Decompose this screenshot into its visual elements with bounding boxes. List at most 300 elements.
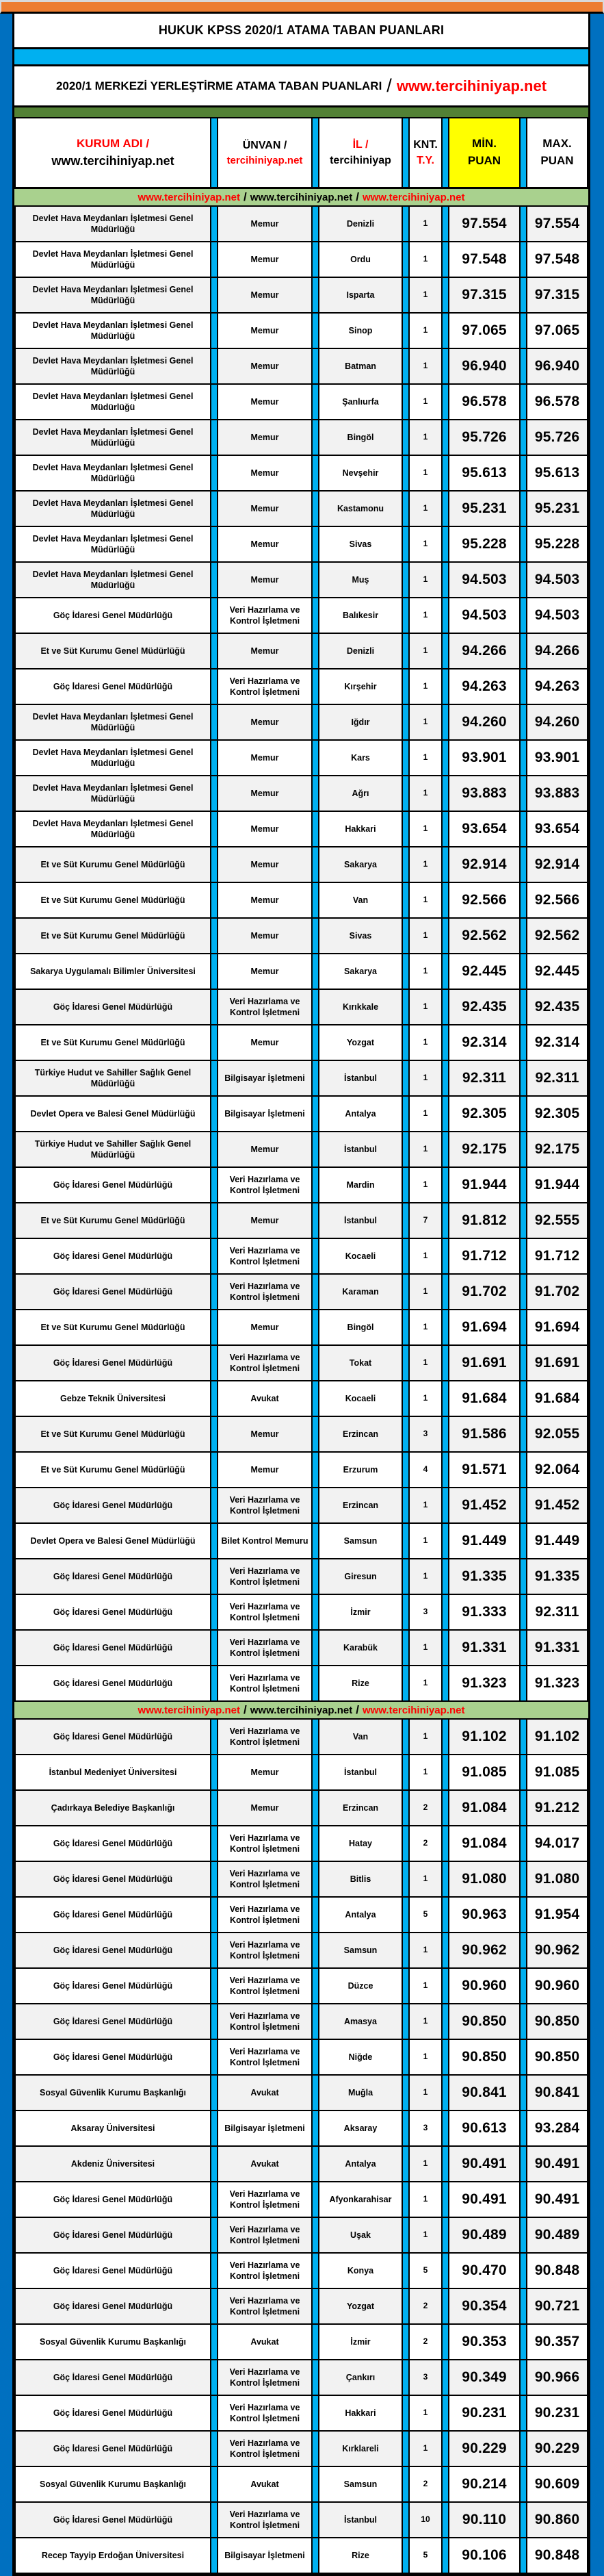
max-score-cell: 94.017 [526,1826,588,1861]
max-score-cell: 92.314 [526,1025,588,1060]
province-cell: Hatay [318,1826,403,1861]
table-row [14,420,588,456]
quota-cell: 7 [408,1203,443,1238]
table-row [14,1826,588,1862]
top-orange-strip [0,0,604,14]
quota-cell: 1 [408,385,443,419]
quota-cell: 1 [408,242,443,277]
quota-cell: 1 [408,492,443,526]
province-cell: İstanbul [318,1061,403,1095]
tercihiniyap-banner [14,189,588,207]
province-cell: Aksaray [318,2111,403,2145]
province-cell: Kırklareli [318,2432,403,2466]
min-score-cell: 93.883 [448,776,521,811]
quota-cell: 1 [408,527,443,561]
max-score-cell: 93.883 [526,776,588,811]
quota-cell: 1 [408,1631,443,1665]
table-row [14,1168,588,1203]
max-score-cell: 91.212 [526,1791,588,1825]
max-score-cell: 90.848 [526,2254,588,2288]
title-cell: Memur [217,919,313,953]
quota-cell: 2 [408,2467,443,2501]
max-score-cell: 96.578 [526,385,588,419]
min-score-cell: 97.065 [448,314,521,348]
title-cell: Veri Hazırlama ve Kontrol İşletmeni [217,2432,313,2466]
table-row [14,1720,588,1755]
max-score-cell: 92.566 [526,883,588,917]
institution-cell: Göç İdaresi Genel Müdürlüğü [14,598,211,633]
province-cell: Denizli [318,207,403,241]
institution-cell: Devlet Hava Meydanları İşletmesi Genel Müdürlüğü [14,563,211,597]
quota-cell: 3 [408,2360,443,2395]
max-score-cell: 90.841 [526,2076,588,2110]
quota-cell: 2 [408,2289,443,2323]
cyan-divider [14,49,588,66]
title-cell: Veri Hazırlama ve Kontrol İşletmeni [217,1826,313,1861]
institution-cell: Göç İdaresi Genel Müdürlüğü [14,1239,211,1273]
title-cell: Veri Hazırlama ve Kontrol İşletmeni [217,2254,313,2288]
institution-cell: Devlet Hava Meydanları İşletmesi Genel Müdürlüğü [14,705,211,739]
min-score-cell: 90.354 [448,2289,521,2323]
province-cell: Kırşehir [318,669,403,704]
province-cell: Van [318,1720,403,1754]
title-cell: Veri Hazırlama ve Kontrol İşletmeni [217,2289,313,2323]
institution-cell: Göç İdaresi Genel Müdürlüğü [14,2040,211,2074]
min-score-cell: 91.449 [448,1524,521,1558]
max-score-cell: 94.263 [526,669,588,704]
institution-cell: Göç İdaresi Genel Müdürlüğü [14,1346,211,1380]
quota-cell: 1 [408,1097,443,1131]
table-row [14,847,588,883]
title-cell: Memur [217,1132,313,1166]
quota-cell: 3 [408,2111,443,2145]
quota-cell: 1 [408,1666,443,1700]
institution-cell: Devlet Hava Meydanları İşletmesi Genel Müdürlüğü [14,776,211,811]
institution-cell: Gebze Teknik Üniversitesi [14,1381,211,1416]
institution-cell: Göç İdaresi Genel Müdürlüğü [14,1168,211,1202]
table-row [14,1595,588,1631]
institution-cell: Göç İdaresi Genel Müdürlüğü [14,2396,211,2430]
table-row [14,1239,588,1275]
quota-cell: 1 [408,2147,443,2181]
institution-cell: Devlet Hava Meydanları İşletmesi Genel Müdürlüğü [14,314,211,348]
min-score-cell: 91.084 [448,1826,521,1861]
max-score-cell: 92.555 [526,1203,588,1238]
max-score-cell: 91.691 [526,1346,588,1380]
title-cell: Memur [217,278,313,312]
min-score-cell: 97.554 [448,207,521,241]
province-cell: Yozgat [318,1025,403,1060]
institution-cell: İstanbul Medeniyet Üniversitesi [14,1755,211,1789]
institution-cell: Akdeniz Üniversitesi [14,2147,211,2181]
quota-cell: 1 [408,456,443,490]
table-frame [0,14,604,2576]
banner-site-link[interactable]: www.tercihiniyap.net [362,1704,465,1716]
banner-separator: / [356,1703,359,1716]
banner-site-link[interactable]: www.tercihiniyap.net [250,191,353,203]
title-cell: Veri Hazırlama ve Kontrol İşletmeni [217,1862,313,1896]
quota-cell: 1 [408,1061,443,1095]
institution-cell: Türkiye Hudut ve Sahiller Sağlık Genel Müdürlüğü [14,1132,211,1166]
quota-cell: 4 [408,1453,443,1487]
table-row [14,563,588,598]
min-score-cell: 91.694 [448,1310,521,1344]
max-score-cell: 91.452 [526,1488,588,1522]
max-score-cell: 90.860 [526,2503,588,2537]
institution-cell: Sosyal Güvenlik Kurumu Başkanlığı [14,2467,211,2501]
title-cell: Veri Hazırlama ve Kontrol İşletmeni [217,1488,313,1522]
min-score-cell: 93.901 [448,741,521,775]
header-province [318,118,403,187]
title-cell: Memur [217,883,313,917]
institution-cell: Çadırkaya Belediye Başkanlığı [14,1791,211,1825]
institution-cell: Devlet Hava Meydanları İşletmesi Genel Müdürlüğü [14,812,211,846]
institution-cell: Göç İdaresi Genel Müdürlüğü [14,1275,211,1309]
quota-cell: 1 [408,1132,443,1166]
quota-cell: 1 [408,705,443,739]
title-cell: Memur [217,1417,313,1451]
table-row [14,1559,588,1595]
title-cell: Veri Hazırlama ve Kontrol İşletmeni [217,1933,313,1967]
min-score-cell: 91.702 [448,1275,521,1309]
subtitle-separator: / [386,75,392,96]
header-institution-site-link[interactable]: www.tercihiniyap.net [51,154,174,168]
tercihiniyap-banner [14,1702,588,1720]
institution-cell: Göç İdaresi Genel Müdürlüğü [14,1559,211,1594]
province-cell: Erzincan [318,1488,403,1522]
min-score-cell: 94.263 [448,669,521,704]
table-row [14,2218,588,2254]
province-cell: Kırıkkale [318,990,403,1024]
title-cell: Veri Hazırlama ve Kontrol İşletmeni [217,1631,313,1665]
min-score-cell: 90.231 [448,2396,521,2430]
table-row [14,598,588,634]
quota-cell: 1 [408,1025,443,1060]
title-cell: Veri Hazırlama ve Kontrol İşletmeni [217,1666,313,1700]
title-cell: Memur [217,385,313,419]
title-cell: Memur [217,1203,313,1238]
province-cell: Uşak [318,2218,403,2252]
province-cell: Balıkesir [318,598,403,633]
quota-cell: 1 [408,420,443,455]
banner-site-link[interactable]: www.tercihiniyap.net [250,1704,353,1716]
table-row [14,634,588,669]
max-score-cell: 95.613 [526,456,588,490]
min-score-cell: 90.349 [448,2360,521,2395]
max-score-cell: 90.489 [526,2218,588,2252]
institution-cell: Devlet Hava Meydanları İşletmesi Genel Müdürlüğü [14,527,211,561]
table-row [14,314,588,349]
table-row [14,1666,588,1702]
quota-cell: 1 [408,1524,443,1558]
province-cell: Antalya [318,2147,403,2181]
banner-site-link[interactable]: www.tercihiniyap.net [137,191,241,203]
min-score-cell: 91.080 [448,1862,521,1896]
province-cell: Kastamonu [318,492,403,526]
min-score-cell: 95.613 [448,456,521,490]
title-cell: Veri Hazırlama ve Kontrol İşletmeni [217,1559,313,1594]
min-score-cell: 90.960 [448,1969,521,2003]
table-row [14,207,588,242]
table-row [14,1488,588,1524]
title-cell: Veri Hazırlama ve Kontrol İşletmeni [217,2503,313,2537]
title-cell: Avukat [217,2076,313,2110]
max-score-cell: 92.064 [526,1453,588,1487]
province-cell: Samsun [318,1933,403,1967]
title-cell: Veri Hazırlama ve Kontrol İşletmeni [217,598,313,633]
title-cell: Veri Hazırlama ve Kontrol İşletmeni [217,1239,313,1273]
max-score-cell: 91.712 [526,1239,588,1273]
title-cell: Veri Hazırlama ve Kontrol İşletmeni [217,1595,313,1629]
max-score-cell: 90.491 [526,2147,588,2181]
table-row [14,919,588,954]
table-row [14,1310,588,1346]
min-score-cell: 93.654 [448,812,521,846]
table-row [14,1417,588,1453]
title-cell: Memur [217,634,313,668]
max-score-cell: 94.503 [526,563,588,597]
title-cell: Memur [217,1755,313,1789]
province-cell: Erzincan [318,1791,403,1825]
min-score-cell: 91.586 [448,1417,521,1451]
province-cell: Hakkari [318,2396,403,2430]
page-title: HUKUK KPSS 2020/1 ATAMA TABAN PUANLARI [14,14,588,49]
max-score-cell: 92.175 [526,1132,588,1166]
institution-cell: Et ve Süt Kurumu Genel Müdürlüğü [14,1310,211,1344]
institution-cell: Sosyal Güvenlik Kurumu Başkanlığı [14,2325,211,2359]
quota-cell: 2 [408,1826,443,1861]
header-quota-label: KNT. [413,138,438,151]
min-score-cell: 92.175 [448,1132,521,1166]
min-score-cell: 90.214 [448,2467,521,2501]
quota-cell: 1 [408,1755,443,1789]
header-title-label: ÜNVAN / [242,139,287,151]
institution-cell: Göç İdaresi Genel Müdürlüğü [14,2254,211,2288]
quota-cell: 1 [408,990,443,1024]
title-cell: Bilgisayar İşletmeni [217,1097,313,1131]
table-row [14,2325,588,2360]
quota-cell: 3 [408,1417,443,1451]
institution-cell: Göç İdaresi Genel Müdürlüğü [14,1666,211,1700]
table-row [14,1132,588,1168]
max-score-cell: 93.654 [526,812,588,846]
title-cell: Avukat [217,1381,313,1416]
min-score-cell: 90.491 [448,2147,521,2181]
table-row [14,705,588,741]
min-score-cell: 90.850 [448,2004,521,2039]
header-title-site-link[interactable]: tercihiniyap.net [226,154,303,166]
title-cell: Veri Hazırlama ve Kontrol İşletmeni [217,2182,313,2217]
quota-cell: 10 [408,2503,443,2537]
min-score-cell: 94.503 [448,598,521,633]
title-cell: Memur [217,242,313,277]
quota-cell: 1 [408,2432,443,2466]
max-score-cell: 90.850 [526,2004,588,2039]
title-cell: Memur [217,1453,313,1487]
table-row [14,2538,588,2574]
province-cell: Bitlis [318,1862,403,1896]
institution-cell: Göç İdaresi Genel Müdürlüğü [14,1488,211,1522]
province-cell: İstanbul [318,1755,403,1789]
title-cell: Memur [217,527,313,561]
institution-cell: Göç İdaresi Genel Müdürlüğü [14,2004,211,2039]
table-row [14,1453,588,1488]
title-cell: Veri Hazırlama ve Kontrol İşletmeni [217,990,313,1024]
institution-cell: Göç İdaresi Genel Müdürlüğü [14,2360,211,2395]
quota-cell: 1 [408,1933,443,1967]
max-score-cell: 94.266 [526,634,588,668]
min-score-cell: 97.548 [448,242,521,277]
min-score-cell: 90.489 [448,2218,521,2252]
title-cell: Veri Hazırlama ve Kontrol İşletmeni [217,2004,313,2039]
max-score-cell: 91.944 [526,1168,588,1202]
header-province-site-link[interactable]: tercihiniyap [330,155,391,166]
institution-cell: Devlet Hava Meydanları İşletmesi Genel Müdürlüğü [14,741,211,775]
table-body [14,189,588,2574]
header-min-label: MİN. [472,137,497,151]
max-score-cell: 91.085 [526,1755,588,1789]
institution-cell: Göç İdaresi Genel Müdürlüğü [14,1969,211,2003]
min-score-cell: 95.228 [448,527,521,561]
province-cell: Rize [318,1666,403,1700]
table-row [14,2004,588,2040]
table-row [14,242,588,278]
title-cell: Memur [217,563,313,597]
table-row [14,2182,588,2218]
max-score-cell: 95.228 [526,527,588,561]
quota-cell: 1 [408,1310,443,1344]
quota-cell: 1 [408,598,443,633]
title-cell: Avukat [217,2325,313,2359]
province-cell: Mardin [318,1168,403,1202]
max-score-cell: 92.311 [526,1061,588,1095]
institution-cell: Et ve Süt Kurumu Genel Müdürlüğü [14,919,211,953]
min-score-cell: 92.314 [448,1025,521,1060]
min-score-cell: 91.084 [448,1791,521,1825]
min-score-cell: 90.353 [448,2325,521,2359]
title-cell: Veri Hazırlama ve Kontrol İşletmeni [217,1346,313,1380]
title-cell: Veri Hazırlama ve Kontrol İşletmeni [217,1168,313,1202]
institution-cell: Recep Tayyip Erdoğan Üniversitesi [14,2538,211,2573]
table-row [14,669,588,705]
min-score-cell: 92.445 [448,954,521,989]
institution-cell: Göç İdaresi Genel Müdürlüğü [14,1862,211,1896]
province-cell: Karaman [318,1275,403,1309]
max-score-cell: 92.311 [526,1595,588,1629]
min-score-cell: 94.266 [448,634,521,668]
subtitle-site-link[interactable]: www.tercihiniyap.net [396,77,547,94]
min-score-cell: 90.106 [448,2538,521,2573]
quota-cell: 1 [408,207,443,241]
min-score-cell: 92.311 [448,1061,521,1095]
quota-cell: 1 [408,314,443,348]
min-score-cell: 91.571 [448,1453,521,1487]
table-row [14,741,588,776]
province-cell: Şanlıurfa [318,385,403,419]
institution-cell: Devlet Hava Meydanları İşletmesi Genel Müdürlüğü [14,207,211,241]
header-institution [14,118,211,187]
institution-cell: Et ve Süt Kurumu Genel Müdürlüğü [14,1453,211,1487]
table-row [14,954,588,990]
banner-site-link[interactable]: www.tercihiniyap.net [137,1704,241,1716]
institution-cell: Türkiye Hudut ve Sahiller Sağlık Genel Müdürlüğü [14,1061,211,1095]
table-row [14,2396,588,2432]
quota-cell: 1 [408,634,443,668]
title-cell: Veri Hazırlama ve Kontrol İşletmeni [217,669,313,704]
subtitle-bar [14,66,588,107]
institution-cell: Göç İdaresi Genel Müdürlüğü [14,669,211,704]
table-row [14,1025,588,1061]
green-divider [14,107,588,118]
title-cell: Veri Hazırlama ve Kontrol İşletmeni [217,2396,313,2430]
banner-site-link[interactable]: www.tercihiniyap.net [362,191,465,203]
institution-cell: Göç İdaresi Genel Müdürlüğü [14,2289,211,2323]
title-cell: Memur [217,847,313,882]
title-cell: Veri Hazırlama ve Kontrol İşletmeni [217,1969,313,2003]
header-title [217,118,313,187]
title-cell: Veri Hazırlama ve Kontrol İşletmeni [217,1898,313,1932]
institution-cell: Et ve Süt Kurumu Genel Müdürlüğü [14,1417,211,1451]
title-cell: Memur [217,741,313,775]
table-row [14,1524,588,1559]
header-max-score [526,118,588,187]
province-cell: Sivas [318,919,403,953]
title-cell: Bilet Kontrol Memuru [217,1524,313,1558]
max-score-cell: 97.548 [526,242,588,277]
max-score-cell: 92.562 [526,919,588,953]
max-score-cell: 92.435 [526,990,588,1024]
min-score-cell: 91.335 [448,1559,521,1594]
province-cell: İzmir [318,1595,403,1629]
province-cell: Isparta [318,278,403,312]
min-score-cell: 92.562 [448,919,521,953]
table-row [14,2111,588,2147]
banner-separator: / [244,190,247,203]
institution-cell: Devlet Opera ve Balesi Genel Müdürlüğü [14,1524,211,1558]
table-row [14,1933,588,1969]
max-score-cell: 96.940 [526,349,588,383]
province-cell: Tokat [318,1346,403,1380]
min-score-cell: 94.503 [448,563,521,597]
max-score-cell: 90.357 [526,2325,588,2359]
province-cell: Bingöl [318,420,403,455]
institution-cell: Et ve Süt Kurumu Genel Müdürlüğü [14,883,211,917]
max-score-cell: 93.284 [526,2111,588,2145]
quota-cell: 5 [408,2254,443,2288]
title-cell: Memur [217,812,313,846]
max-score-cell: 91.694 [526,1310,588,1344]
institution-cell: Devlet Hava Meydanları İşletmesi Genel Müdürlüğü [14,420,211,455]
institution-cell: Devlet Hava Meydanları İşletmesi Genel Müdürlüğü [14,456,211,490]
max-score-cell: 91.702 [526,1275,588,1309]
header-max-label-2: PUAN [540,154,574,167]
max-score-cell: 90.231 [526,2396,588,2430]
quota-cell: 3 [408,1595,443,1629]
max-score-cell: 97.065 [526,314,588,348]
table-row [14,492,588,527]
province-cell: Ağrı [318,776,403,811]
institution-cell: Et ve Süt Kurumu Genel Müdürlüğü [14,634,211,668]
institution-cell: Devlet Hava Meydanları İşletmesi Genel Müdürlüğü [14,278,211,312]
institution-cell: Sakarya Uygulamalı Bilimler Üniversitesi [14,954,211,989]
table-row [14,2076,588,2111]
max-score-cell: 90.962 [526,1933,588,1967]
institution-cell: Et ve Süt Kurumu Genel Müdürlüğü [14,847,211,882]
province-cell: Batman [318,349,403,383]
table-row [14,2432,588,2467]
header-quota-label-2: T.Y. [417,155,434,166]
min-score-cell: 90.841 [448,2076,521,2110]
